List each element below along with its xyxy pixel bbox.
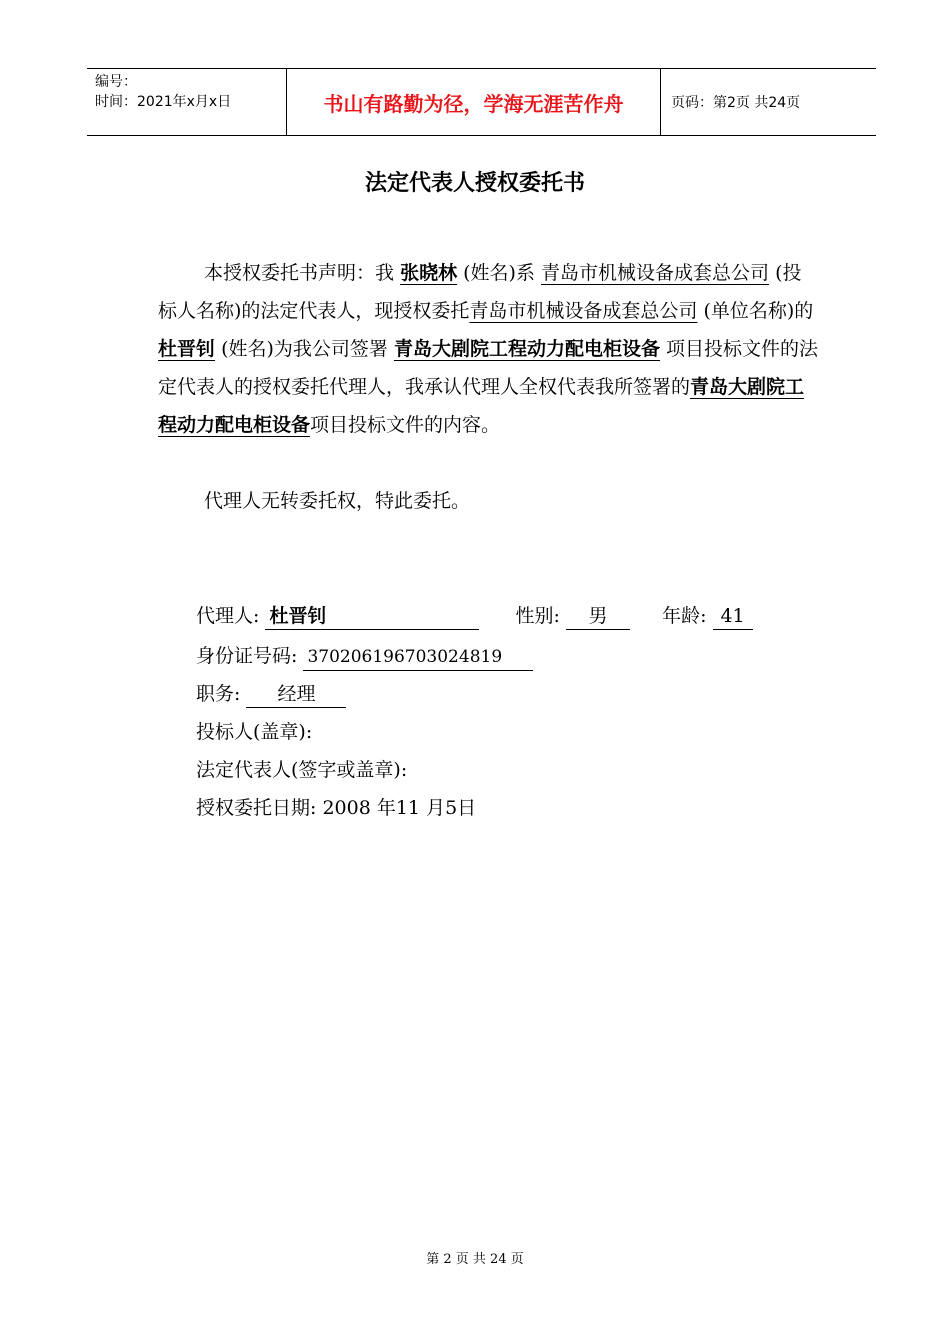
- time-label: 时间：2021年x月x日: [95, 94, 232, 110]
- no-subdelegation-paragraph: [158, 482, 818, 520]
- position-line: [196, 674, 346, 714]
- header-motto-cell: [287, 69, 661, 135]
- principal-name: 张晓林: [400, 262, 458, 284]
- header-left-cell: [87, 69, 287, 135]
- date-line: [196, 788, 476, 828]
- page-info: 页码：第2页 共24页: [671, 95, 801, 111]
- para-text: (单位名称)的: [703, 300, 814, 322]
- agent-line: [196, 596, 753, 636]
- header-table: [87, 68, 876, 136]
- document-title: 法定代表人授权委托书: [364, 170, 585, 196]
- motto-text: 书山有路勤为径，学海无涯苦作舟: [323, 91, 624, 116]
- gender-value: 男: [566, 603, 630, 630]
- bidder-company: 青岛市机械设备成套总公司: [541, 262, 770, 284]
- para-text: (投标人名称)的法定代表人，现授权委托: [158, 262, 802, 322]
- para-text: 项目投标文件的法定代表人的授权委托代理人，我承认代理人全权代表我所签署的: [158, 338, 819, 398]
- legal-rep-sign-line: 法定代表人(签字或盖章):: [196, 759, 408, 781]
- page-footer: 第 2 页 共 24 页: [426, 1252, 524, 1267]
- position-value: 经理: [246, 681, 346, 708]
- position-label: 职务:: [196, 683, 241, 705]
- bidder-stamp-line: 投标人(盖章):: [196, 721, 313, 743]
- age-value: 41: [713, 603, 753, 630]
- date-label: 授权委托日期:: [196, 797, 317, 819]
- para-text: 代理人无转委托权，特此委托。: [204, 490, 471, 512]
- id-label: 身份证号码:: [196, 645, 298, 667]
- header-page-cell: [661, 69, 876, 135]
- id-line: [196, 636, 533, 676]
- para-text: 本授权委托书声明：我: [204, 262, 395, 284]
- para-text: (姓名)系: [463, 262, 535, 284]
- agent-name: 杜晋钊: [158, 338, 216, 360]
- agent-company: 青岛市机械设备成套总公司: [469, 300, 698, 322]
- gender-label: 性别:: [515, 605, 560, 627]
- date-value: 2008 年11 月5日: [322, 797, 477, 819]
- project-name-2: 青岛大剧院工程动力配电柜设备: [158, 376, 805, 436]
- age-label: 年龄:: [662, 605, 707, 627]
- serial-label: 编号：: [95, 74, 137, 90]
- para-text: 项目投标文件的内容。: [310, 414, 501, 436]
- agent-value: 杜晋钊: [265, 603, 479, 630]
- project-name: 青岛大剧院工程动力配电柜设备: [393, 338, 660, 360]
- para-text: (姓名)为我公司签署: [221, 338, 388, 360]
- authorization-paragraph: [158, 254, 818, 444]
- id-value: 370206196703024819: [303, 644, 533, 671]
- agent-label: 代理人:: [196, 605, 260, 627]
